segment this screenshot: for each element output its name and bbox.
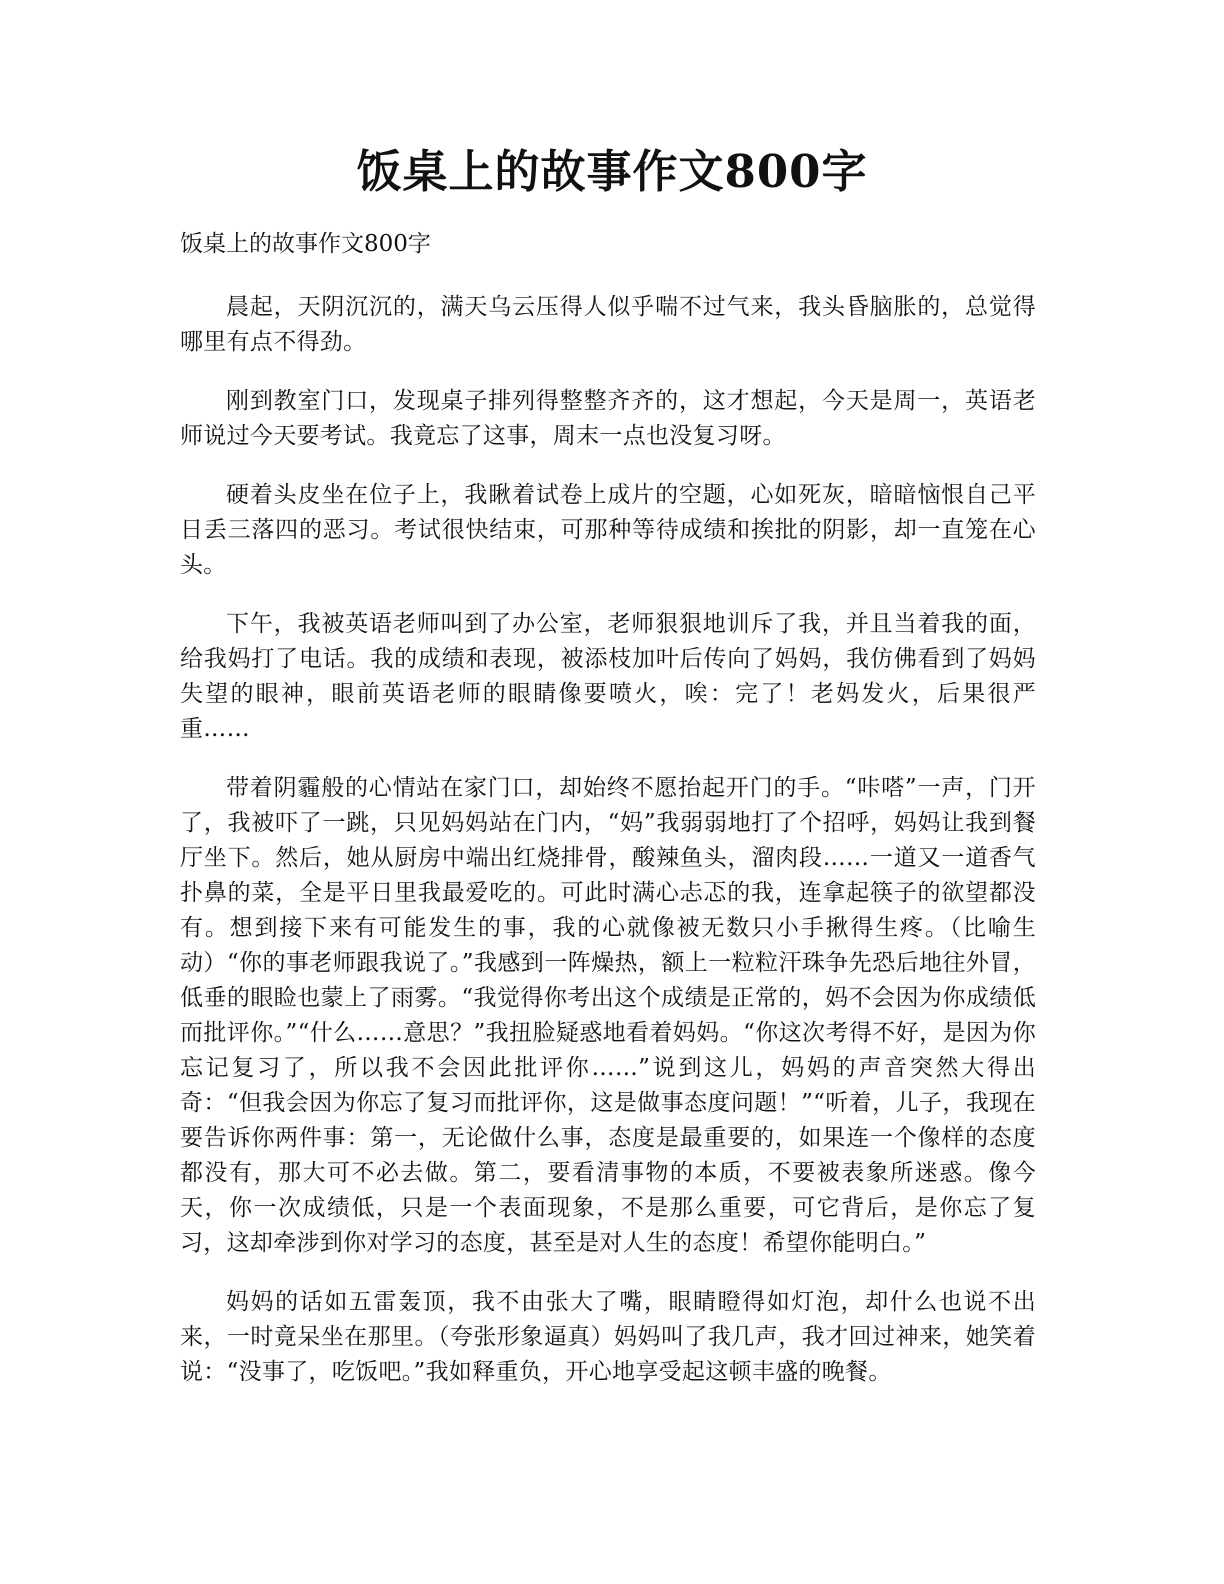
document-subtitle: 饭桌上的故事作文800字 — [180, 231, 431, 257]
paragraph-3: 硬着头皮坐在位子上，我瞅着试卷上成片的空题，心如死灰，暗暗恼恨自己平日丢三落四的恶习。考试很快结束，可那种等待成绩和挨批的阴影，却一直笼在心头。 — [180, 482, 1036, 578]
paragraph-6: 妈妈的话如五雷轰顶，我不由张大了嘴，眼睛瞪得如灯泡，却什么也说不出来，一时竟呆坐在那里。（夸张形象逼真）妈妈叫了我几声，我才回过神来，她笑着说：“没事了，吃饭吧。”我如释重负，开心地享受起这顿丰盛的晚餐。 — [180, 1289, 1036, 1385]
paragraph-5: 带着阴霾般的心情站在家门口，却始终不愿抬起开门的手。“咔嗒”一声，门开了，我被吓了一跳，只见妈妈站在门内，“妈”我弱弱地打了个招呼，妈妈让我到餐厅坐下。然后，她从厨房中端出红烧排骨，酸辣鱼头，溜肉段……一道又一道香气扑鼻的菜，全是平日里我最爱吃的。可此时满心忐忑的我，连拿起筷子的欲望都没有。想到接下来有可能发生的事，我的心就像被无数只小手揪得生疼。（比喻生动）“你的事老师跟我说了。”我感到一阵燥热，额上一粒粒汗珠争先恐后地往外冒，低垂的眼睑也蒙上了雨雾。“我觉得你考出这个成绩是正常的，妈不会因为你成绩低而批评你。”“什么……意思？”我扭脸疑惑地看着妈妈。“你这次考得不好，是因为你忘记复习了，所以我不会因此批评你……”说到这儿，妈妈的声音突然大得出奇：“但我会因为你忘了复习而批评你，这是做事态度问题！”“听着，儿子，我现在要告诉你两件事：第一，无论做什么事，态度是最重要的，如果连一个像样的态度都没有，那大可不必去做。第二，要看清事物的本质，不要被表象所迷惑。像今天，你一次成绩低，只是一个表面现象，不是那么重要，可它背后，是你忘了复习，这却牵涉到你对学习的态度，甚至是对人生的态度！希望你能明白。” — [180, 775, 1036, 1256]
paragraph-4: 下午，我被英语老师叫到了办公室，老师狠狠地训斥了我，并且当着我的面，给我妈打了电话。我的成绩和表现，被添枝加叶后传向了妈妈，我仿佛看到了妈妈失望的眼神，眼前英语老师的眼睛像要喷火，唉：完了！老妈发火，后果很严重…… — [180, 611, 1036, 742]
document-title: 饭桌上的故事作文800字 — [356, 145, 868, 198]
document-body — [180, 226, 1036, 1414]
paragraph-2: 刚到教室门口，发现桌子排列得整整齐齐的，这才想起，今天是周一，英语老师说过今天要考试。我竟忘了这事，周末一点也没复习呀。 — [180, 388, 1036, 449]
paragraph-1: 晨起，天阴沉沉的，满天乌云压得人似乎喘不过气来，我头昏脑胀的，总觉得哪里有点不得劲。 — [180, 294, 1036, 355]
